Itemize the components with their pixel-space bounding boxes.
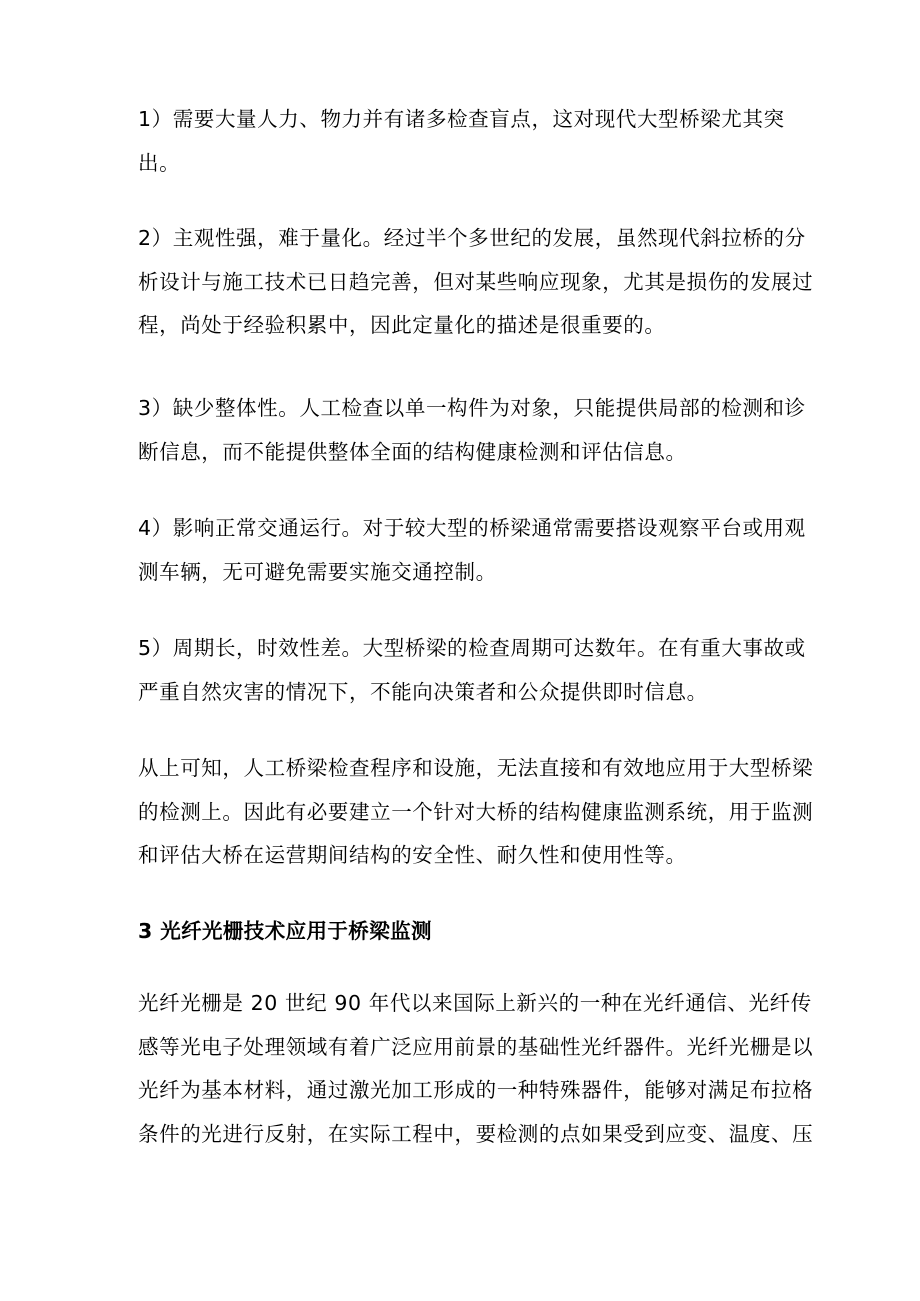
paragraph-item-5 — [138, 627, 806, 714]
text-line: 条件的光进行反射，在实际工程中，要检测的点如果受到应变、温度、压 — [138, 1121, 814, 1146]
text-line: 测车辆，无可避免需要实施交通控制。 — [138, 559, 497, 584]
text-line: 和评估大桥在运营期间结构的安全性、耐久性和使用性等。 — [138, 843, 687, 867]
summary-paragraph — [138, 747, 814, 878]
text-line: 从上可知，人工桥梁检查程序和设施，无法直接和有效地应用于大型桥梁 — [138, 756, 814, 780]
text-line: 的检测上。因此有必要建立一个针对大桥的结构健康监测系统，用于监测 — [138, 799, 814, 824]
section-heading: 3 光纤光栅技术应用于桥梁监测 — [138, 919, 432, 943]
paragraph-item-3 — [138, 387, 806, 474]
text-line: 断信息，而不能提供整体全面的结构健康检测和评估信息。 — [138, 439, 687, 464]
text-line: 光纤光栅是 20 世纪 90 年代以来国际上新兴的一种在光纤通信、光纤传 — [138, 991, 812, 1015]
text-line: 感等光电子处理领域有着广泛应用前景的基础性光纤器件。光纤光栅是以 — [138, 1034, 814, 1059]
section-paragraph — [138, 982, 814, 1156]
text-line: 出。 — [138, 150, 181, 175]
text-line: 5）周期长，时效性差。大型桥梁的检查周期可达数年。在有重大事故或 — [138, 636, 806, 660]
paragraph-item-1 — [138, 98, 788, 185]
text-line: 3）缺少整体性。人工检查以单一构件为对象，只能提供局部的检测和诊 — [138, 396, 806, 420]
text-line: 4）影响正常交通运行。对于较大型的桥梁通常需要搭设观察平台或用观 — [138, 516, 806, 540]
paragraph-item-4 — [138, 507, 806, 594]
text-line: 严重自然灾害的情况下，不能向决策者和公众提供即时信息。 — [138, 679, 708, 704]
text-line: 析设计与施工技术已日趋完善，但对某些响应现象，尤其是损伤的发展过 — [138, 269, 814, 294]
text-line: 光纤为基本材料，通过激光加工形成的一种特殊器件，能够对满足布拉格 — [138, 1078, 814, 1102]
text-line: 程，尚处于经验积累中，因此定量化的描述是很重要的。 — [138, 313, 666, 337]
text-line: 1）需要大量人力、物力并有诸多检查盲点，这对现代大型桥梁尤其突 — [138, 107, 785, 131]
text-line: 2）主观性强，难于量化。经过半个多世纪的发展，虽然现代斜拉桥的分 — [138, 226, 806, 250]
paragraph-item-2 — [138, 217, 814, 348]
